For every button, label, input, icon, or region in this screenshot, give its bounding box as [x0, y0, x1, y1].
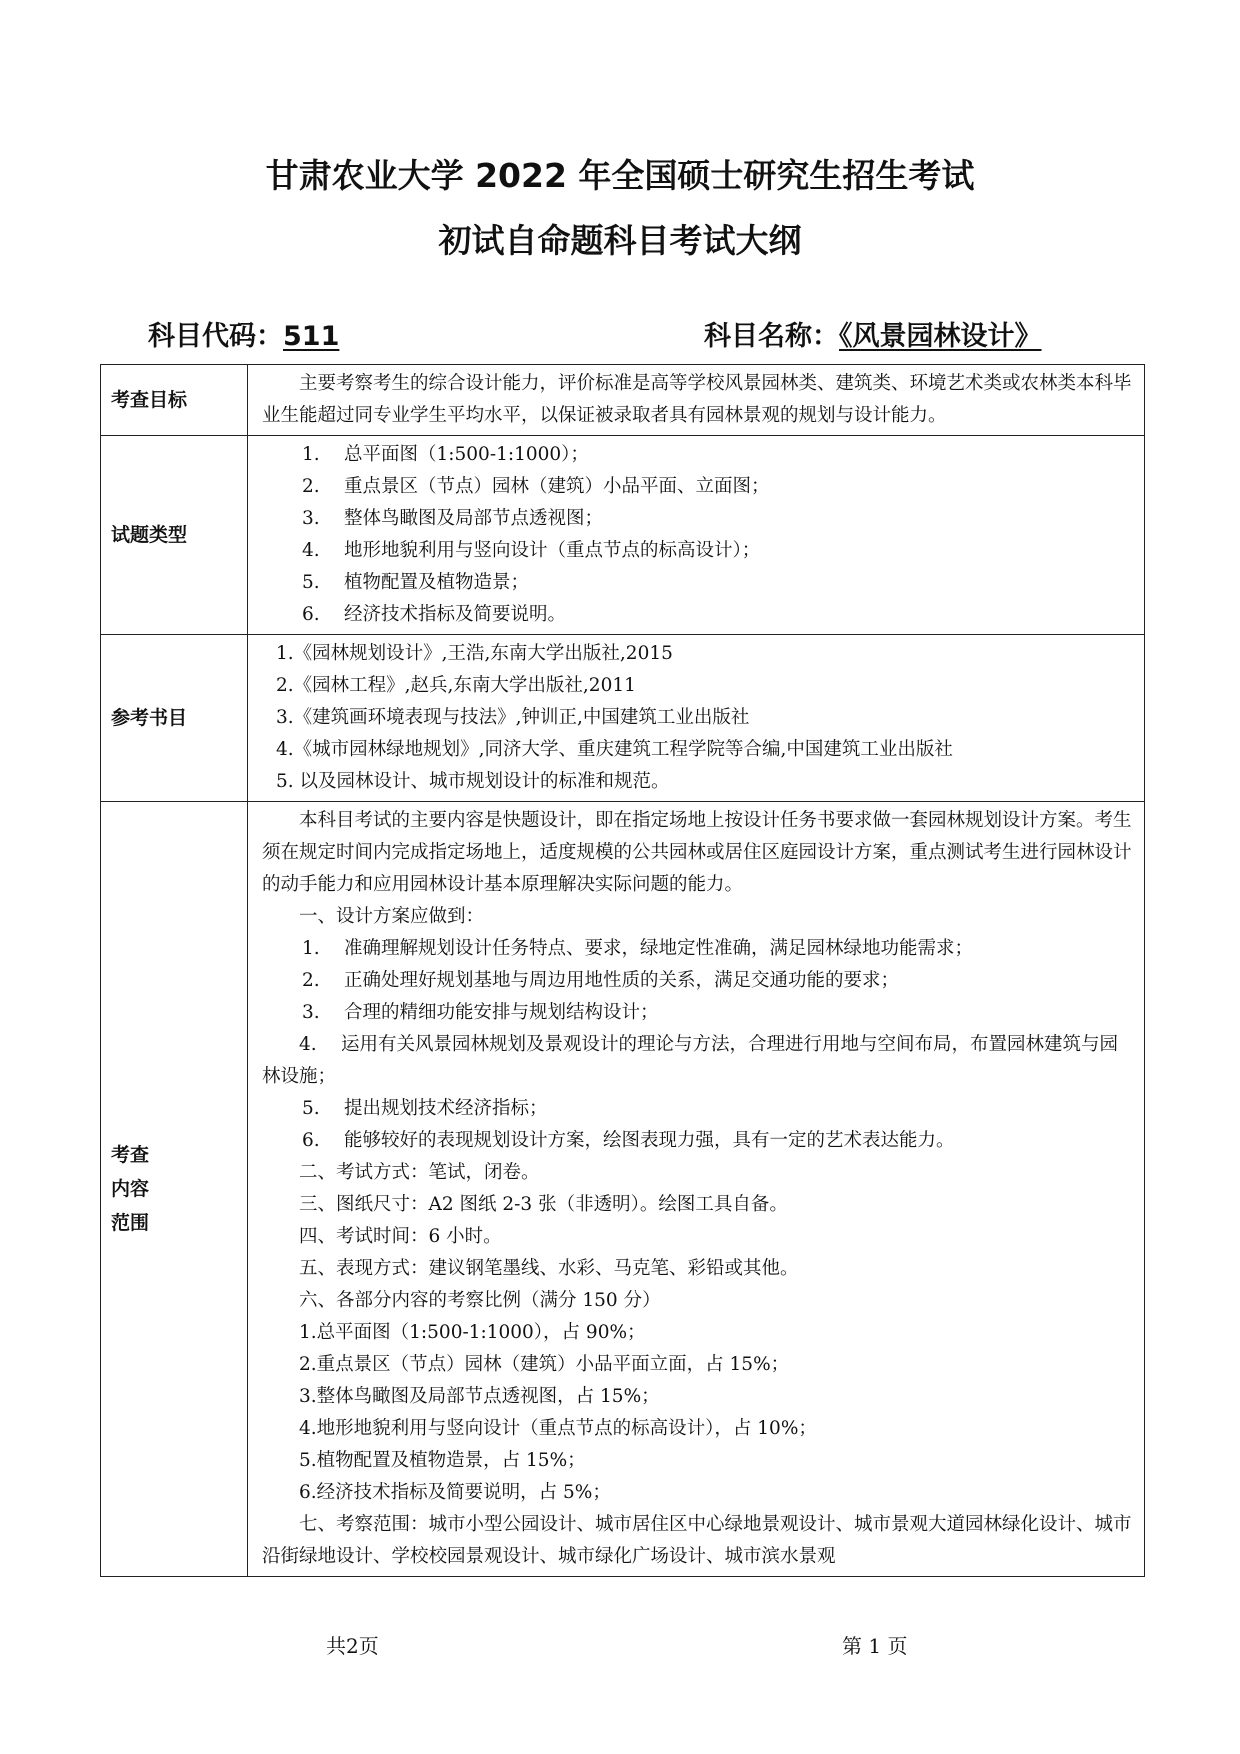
subject-code-value: 511 — [283, 321, 340, 352]
list-item: 4. 运用有关风景园林规划及景观设计的理论与方法，合理进行用地与空间布局，布置园林建筑与园林设施； — [262, 1034, 1119, 1087]
syllabus-table — [100, 364, 1145, 1577]
document-subtitle: 初试自命题科目考试大纲 — [438, 221, 802, 260]
ratio-item: 2.重点景区（节点）园林（建筑）小品平面立面，占 15%； — [299, 1354, 790, 1375]
scope-content — [248, 802, 1145, 1577]
list-item: 1. 总平面图（1:500-1:1000）； — [302, 444, 589, 465]
subject-code-label: 科目代码： — [148, 321, 283, 352]
scope-range: 七、考察范围：城市小型公园设计、城市居住区中心绿地景观设计、城市景观大道园林绿化设计、城市沿街绿地设计、学校校园景观设计、城市绿化广场设计、城市滨水景观 — [262, 1514, 1132, 1567]
row-question-types — [101, 436, 1145, 635]
reference-item: 5. 以及园林设计、城市规划设计的标准和规范。 — [276, 771, 670, 792]
footer-total-pages: 共2页 — [326, 1634, 379, 1658]
ratio-item: 5.植物配置及植物造景，占 15%； — [299, 1450, 586, 1471]
subject-code — [148, 314, 339, 353]
document-title: 甘肃农业大学 2022 年全国硕士研究生招生考试 — [265, 156, 975, 195]
list-item: 6. 能够较好的表现规划设计方案，绘图表现力强，具有一定的艺术表达能力。 — [302, 1130, 955, 1151]
objective-heading: 考查目标 — [101, 365, 248, 436]
references-heading: 参考书目 — [101, 635, 248, 802]
ratio-item: 6.经济技术指标及简要说明，占 5%； — [299, 1482, 611, 1503]
list-item: 6. 经济技术指标及简要说明。 — [302, 604, 567, 625]
scope-intro: 本科目考试的主要内容是快题设计，即在指定场地上按设计任务书要求做一套园林规划设计方案。考生须在规定时间内完成指定场地上，适度规模的公共园林或居住区庭园设计方案，重点测试考生进行园林设计的动手能力和应用园林设计基本原理解决实际问题的能力。 — [262, 810, 1132, 895]
subject-name-label: 科目名称： — [704, 321, 839, 352]
subject-name-value: 《风景园林设计》 — [839, 321, 1042, 352]
scope-line: 三、图纸尺寸：A2 图纸 2-3 张（非透明）。绘图工具自备。 — [299, 1194, 788, 1215]
ratio-item: 1.总平面图（1:500-1:1000），占 90%； — [299, 1322, 646, 1343]
scope-line: 五、表现方式：建议钢笔墨线、水彩、马克笔、彩铅或其他。 — [299, 1258, 799, 1279]
question-types-content — [248, 436, 1145, 635]
reference-item: 4.《城市园林绿地规划》,同济大学、重庆建筑工程学院等合编,中国建筑工业出版社 — [276, 739, 953, 760]
reference-item: 3.《建筑画环境表现与技法》,钟训正,中国建筑工业出版社 — [276, 707, 750, 728]
reference-item: 1.《园林规划设计》,王浩,东南大学出版社,2015 — [276, 643, 673, 664]
row-objective — [101, 365, 1145, 436]
ratio-item: 4.地形地貌利用与竖向设计（重点节点的标高设计），占 10%； — [299, 1418, 817, 1439]
list-item: 3. 合理的精细功能安排与规划结构设计； — [302, 1002, 659, 1023]
scope-line: 二、考试方式：笔试，闭卷。 — [299, 1162, 540, 1183]
objective-content — [248, 365, 1145, 436]
scope-subheading: 一、设计方案应做到： — [299, 906, 485, 927]
list-item: 2. 重点景区（节点）园林（建筑）小品平面、立面图； — [302, 476, 770, 497]
list-item: 5. 植物配置及植物造景； — [302, 572, 530, 593]
list-item: 3. 整体鸟瞰图及局部节点透视图； — [302, 508, 604, 529]
scope-line: 四、考试时间：6 小时。 — [299, 1226, 502, 1247]
footer-page-number: 第 1 页 — [842, 1634, 908, 1658]
ratio-item: 3.整体鸟瞰图及局部节点透视图，占 15%； — [299, 1386, 660, 1407]
references-content — [248, 635, 1145, 802]
objective-text: 主要考察考生的综合设计能力，评价标准是高等学校风景园林类、建筑类、环境艺术类或农林类本科毕业生能超过同专业学生平均水平，以保证被录取者具有园林景观的规划与设计能力。 — [262, 373, 1132, 426]
row-references — [101, 635, 1145, 802]
question-types-heading: 试题类型 — [101, 436, 248, 635]
subject-name — [704, 314, 1042, 353]
scope-line: 六、各部分内容的考察比例（满分 150 分） — [299, 1290, 661, 1311]
list-item: 5. 提出规划技术经济指标； — [302, 1098, 548, 1119]
list-item: 2. 正确处理好规划基地与周边用地性质的关系，满足交通功能的要求； — [302, 970, 900, 991]
list-item: 4. 地形地貌利用与竖向设计（重点节点的标高设计）； — [302, 540, 761, 561]
reference-item: 2.《园林工程》,赵兵,东南大学出版社,2011 — [276, 675, 636, 696]
list-item: 1. 准确理解规划设计任务特点、要求，绿地定性准确，满足园林绿地功能需求； — [302, 938, 974, 959]
scope-heading: 考查 内容 范围 — [101, 802, 248, 1577]
row-scope — [101, 802, 1145, 1577]
